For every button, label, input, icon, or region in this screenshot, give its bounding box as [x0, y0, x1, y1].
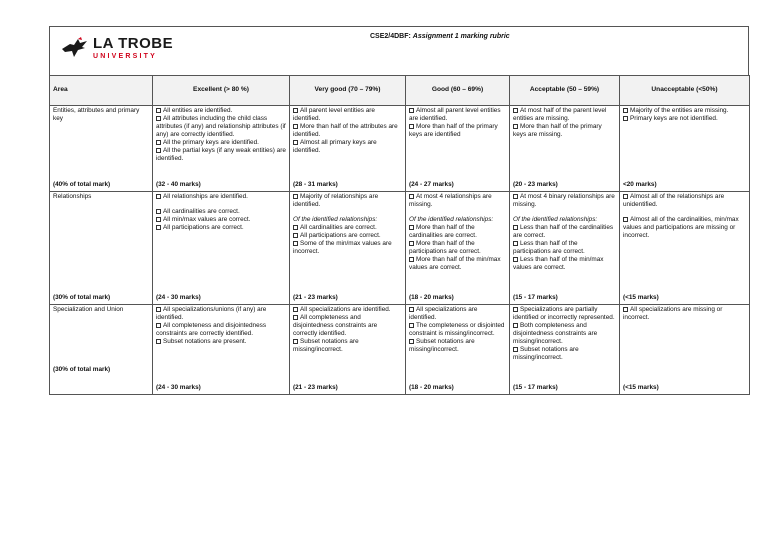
- criteria-intro: Of the identified relationships:: [409, 216, 494, 223]
- criteria-cell: [406, 106, 510, 192]
- mark-range: (28 - 31 marks): [293, 181, 338, 188]
- checkbox-icon: [409, 124, 414, 129]
- checkbox-icon: [623, 116, 628, 121]
- checkbox-icon: [156, 209, 161, 214]
- criteria-intro: Of the identified relationships:: [293, 216, 378, 223]
- criteria-cell: [620, 305, 750, 395]
- criteria-cell: [510, 106, 620, 192]
- criterion: All the primary keys are identified.: [156, 139, 286, 147]
- checkbox-icon: [293, 241, 298, 246]
- table-row: [50, 305, 750, 395]
- header-row: [50, 76, 750, 106]
- checkbox-icon: [293, 339, 298, 344]
- mark-range: (<15 marks): [623, 294, 659, 301]
- criterion: All entities are identified.: [156, 107, 286, 115]
- checkbox-icon: [156, 194, 161, 199]
- rubric-title: Assignment 1 marking rubric: [412, 33, 510, 40]
- criteria-cell: [620, 192, 750, 305]
- criterion: More than half of the cardinalities are correct.: [409, 224, 477, 239]
- criterion: More than half of the participations are correct.: [409, 240, 481, 255]
- rubric-document: [49, 26, 749, 395]
- criterion: Some of the min/max values are incorrect.: [293, 240, 392, 255]
- checkbox-icon: [156, 108, 161, 113]
- criterion: All the partial keys (if any weak entities) are identified.: [156, 147, 286, 162]
- table-row: [50, 106, 750, 192]
- criteria-intro: Of the identified relationships:: [513, 216, 598, 223]
- mark-range: (18 - 20 marks): [409, 294, 454, 301]
- criteria-cell: [510, 192, 620, 305]
- criterion: Subset notations are missing/incorrect.: [409, 338, 475, 353]
- criterion: Subset notations are present.: [156, 338, 286, 346]
- criteria-cell: [406, 192, 510, 305]
- criterion: Less than half of the min/max values are correct.: [513, 256, 604, 271]
- criterion: All participations are correct.: [156, 224, 286, 232]
- checkbox-icon: [409, 108, 414, 113]
- criterion: All specializations/unions (if any) are identified.: [156, 306, 267, 321]
- mark-range: (20 - 23 marks): [513, 181, 558, 188]
- area-label: Entities, attributes and primary key: [53, 107, 140, 122]
- area-weight: (30% of total mark): [53, 366, 111, 373]
- checkbox-icon: [156, 225, 161, 230]
- checkbox-icon: [293, 315, 298, 320]
- criterion: Subset notations are missing/incorrect.: [293, 338, 359, 353]
- checkbox-icon: [293, 194, 298, 199]
- criterion: Majority of the entities are missing.: [623, 107, 746, 115]
- checkbox-icon: [293, 307, 298, 312]
- logo-wordmark: LA TROBE: [93, 35, 174, 52]
- checkbox-icon: [623, 217, 628, 222]
- criterion: All attributes including the child class attributes (if any) and relationship attributes (if any) are correctly identified.: [156, 115, 286, 138]
- criteria-cell: [290, 192, 406, 305]
- area-label: Relationships: [53, 193, 92, 200]
- criterion: The completeness or disjointed constraint is missing/incorrect.: [409, 322, 505, 337]
- checkbox-icon: [409, 194, 414, 199]
- criteria-cell: [153, 192, 290, 305]
- area-weight: (40% of total mark): [53, 181, 111, 188]
- checkbox-icon: [293, 233, 298, 238]
- criterion: More than half of the min/max values are correct.: [409, 256, 501, 271]
- criterion: All cardinalities are correct.: [293, 224, 402, 232]
- checkbox-icon: [156, 148, 161, 153]
- checkbox-icon: [293, 108, 298, 113]
- mark-range: (15 - 17 marks): [513, 384, 558, 391]
- checkbox-icon: [513, 257, 518, 262]
- checkbox-icon: [513, 307, 518, 312]
- mark-range: (32 - 40 marks): [156, 181, 201, 188]
- criterion: Majority of relationships are identified.: [293, 193, 379, 208]
- checkbox-icon: [623, 108, 628, 113]
- criterion: Almost all parent level entities are identified.: [409, 107, 501, 122]
- checkbox-icon: [513, 194, 518, 199]
- mark-range: (<15 marks): [623, 384, 659, 391]
- criterion: All min/max values are correct.: [156, 216, 286, 224]
- criteria-cell: [153, 305, 290, 395]
- column-header-excellent: Excellent (> 80 %): [153, 76, 290, 106]
- mark-range: (21 - 23 marks): [293, 294, 338, 301]
- column-header-unacceptable: Unacceptable (<50%): [620, 76, 750, 106]
- checkbox-icon: [156, 116, 161, 121]
- mark-range: (18 - 20 marks): [409, 384, 454, 391]
- criterion: More than half of the primary keys are identified: [409, 123, 498, 138]
- checkbox-icon: [156, 140, 161, 145]
- criterion: All specializations are missing or incorrect.: [623, 306, 723, 321]
- criteria-cell: [290, 106, 406, 192]
- area-cell: [50, 192, 153, 305]
- criterion: All participations are correct.: [293, 232, 402, 240]
- criteria-cell: [510, 305, 620, 395]
- criterion: Specializations are partially identified or incorrectly represented.: [513, 306, 615, 321]
- criterion: Almost all of the cardinalities, min/max values and participations are missing or incorrect.: [623, 216, 739, 239]
- criterion: All completeness and disjointedness constraints are correctly identified.: [293, 314, 378, 337]
- checkbox-icon: [409, 241, 414, 246]
- criterion: Subset notations are missing/incorrect.: [513, 346, 579, 361]
- checkbox-icon: [623, 194, 628, 199]
- rubric-table: [49, 75, 750, 395]
- checkbox-icon: [409, 225, 414, 230]
- checkbox-icon: [409, 339, 414, 344]
- checkbox-icon: [513, 124, 518, 129]
- criterion: Less than half of the participations are correct.: [513, 240, 585, 255]
- checkbox-icon: [513, 347, 518, 352]
- criterion: Primary keys are not identified.: [623, 115, 746, 123]
- area-label: Specialization and Union: [53, 306, 124, 313]
- checkbox-icon: [623, 307, 628, 312]
- column-header-good: Good (60 – 69%): [406, 76, 510, 106]
- criterion: At most 4 binary relationships are missing.: [513, 193, 615, 208]
- checkbox-icon: [293, 225, 298, 230]
- criterion: Both completeness and disjointedness constraints are missing/incorrect.: [513, 322, 598, 345]
- checkbox-icon: [409, 257, 414, 262]
- checkbox-icon: [409, 307, 414, 312]
- logo-subtitle: UNIVERSITY: [93, 53, 158, 60]
- checkbox-icon: [513, 225, 518, 230]
- criteria-cell: [153, 106, 290, 192]
- checkbox-icon: [156, 339, 161, 344]
- criteria-cell: [290, 305, 406, 395]
- course-code: CSE2/4DBF:: [370, 33, 411, 40]
- criterion: More than half of the primary keys are missing.: [513, 123, 602, 138]
- checkbox-icon: [293, 140, 298, 145]
- checkbox-icon: [156, 307, 161, 312]
- criterion: At most 4 relationships are missing.: [409, 193, 492, 208]
- criteria-cell: [620, 106, 750, 192]
- checkbox-icon: [513, 241, 518, 246]
- checkbox-icon: [156, 323, 161, 328]
- mark-range: (24 - 30 marks): [156, 294, 201, 301]
- criterion: All specializations are identified.: [409, 306, 478, 321]
- criterion: Almost all primary keys are identified.: [293, 139, 377, 154]
- column-header-acceptable: Acceptable (50 – 59%): [510, 76, 620, 106]
- checkbox-icon: [513, 323, 518, 328]
- mark-range: (24 - 30 marks): [156, 384, 201, 391]
- criterion: Less than half of the cardinalities are correct.: [513, 224, 614, 239]
- table-row: [50, 192, 750, 305]
- criterion: All cardinalities are correct.: [156, 208, 286, 216]
- criterion: At most half of the parent level entities are missing.: [513, 107, 607, 122]
- university-logo: [60, 35, 173, 61]
- area-weight: (30% of total mark): [53, 294, 111, 301]
- criterion: All specializations are identified.: [293, 306, 402, 314]
- column-header-area: Area: [50, 76, 153, 106]
- area-cell: [50, 305, 153, 395]
- checkbox-icon: [293, 124, 298, 129]
- mark-range: <20 marks): [623, 181, 657, 188]
- column-header-very-good: Very good (70 – 79%): [290, 76, 406, 106]
- mark-range: (15 - 17 marks): [513, 294, 558, 301]
- checkbox-icon: [513, 108, 518, 113]
- checkbox-icon: [156, 217, 161, 222]
- checkbox-icon: [409, 323, 414, 328]
- eagle-icon: [60, 35, 90, 61]
- criterion: All completeness and disjointedness constraints are correctly identified.: [156, 322, 267, 337]
- document-title: [370, 33, 510, 40]
- criterion: Almost all of the relationships are unidentified.: [623, 193, 725, 208]
- mark-range: (21 - 23 marks): [293, 384, 338, 391]
- criterion: All parent level entities are identified.: [293, 107, 375, 122]
- document-header: [49, 26, 749, 75]
- mark-range: (24 - 27 marks): [409, 181, 454, 188]
- criteria-cell: [406, 305, 510, 395]
- criterion: More than half of the attributes are identified.: [293, 123, 398, 138]
- criterion: All relationships are identified.: [156, 193, 286, 201]
- area-cell: [50, 106, 153, 192]
